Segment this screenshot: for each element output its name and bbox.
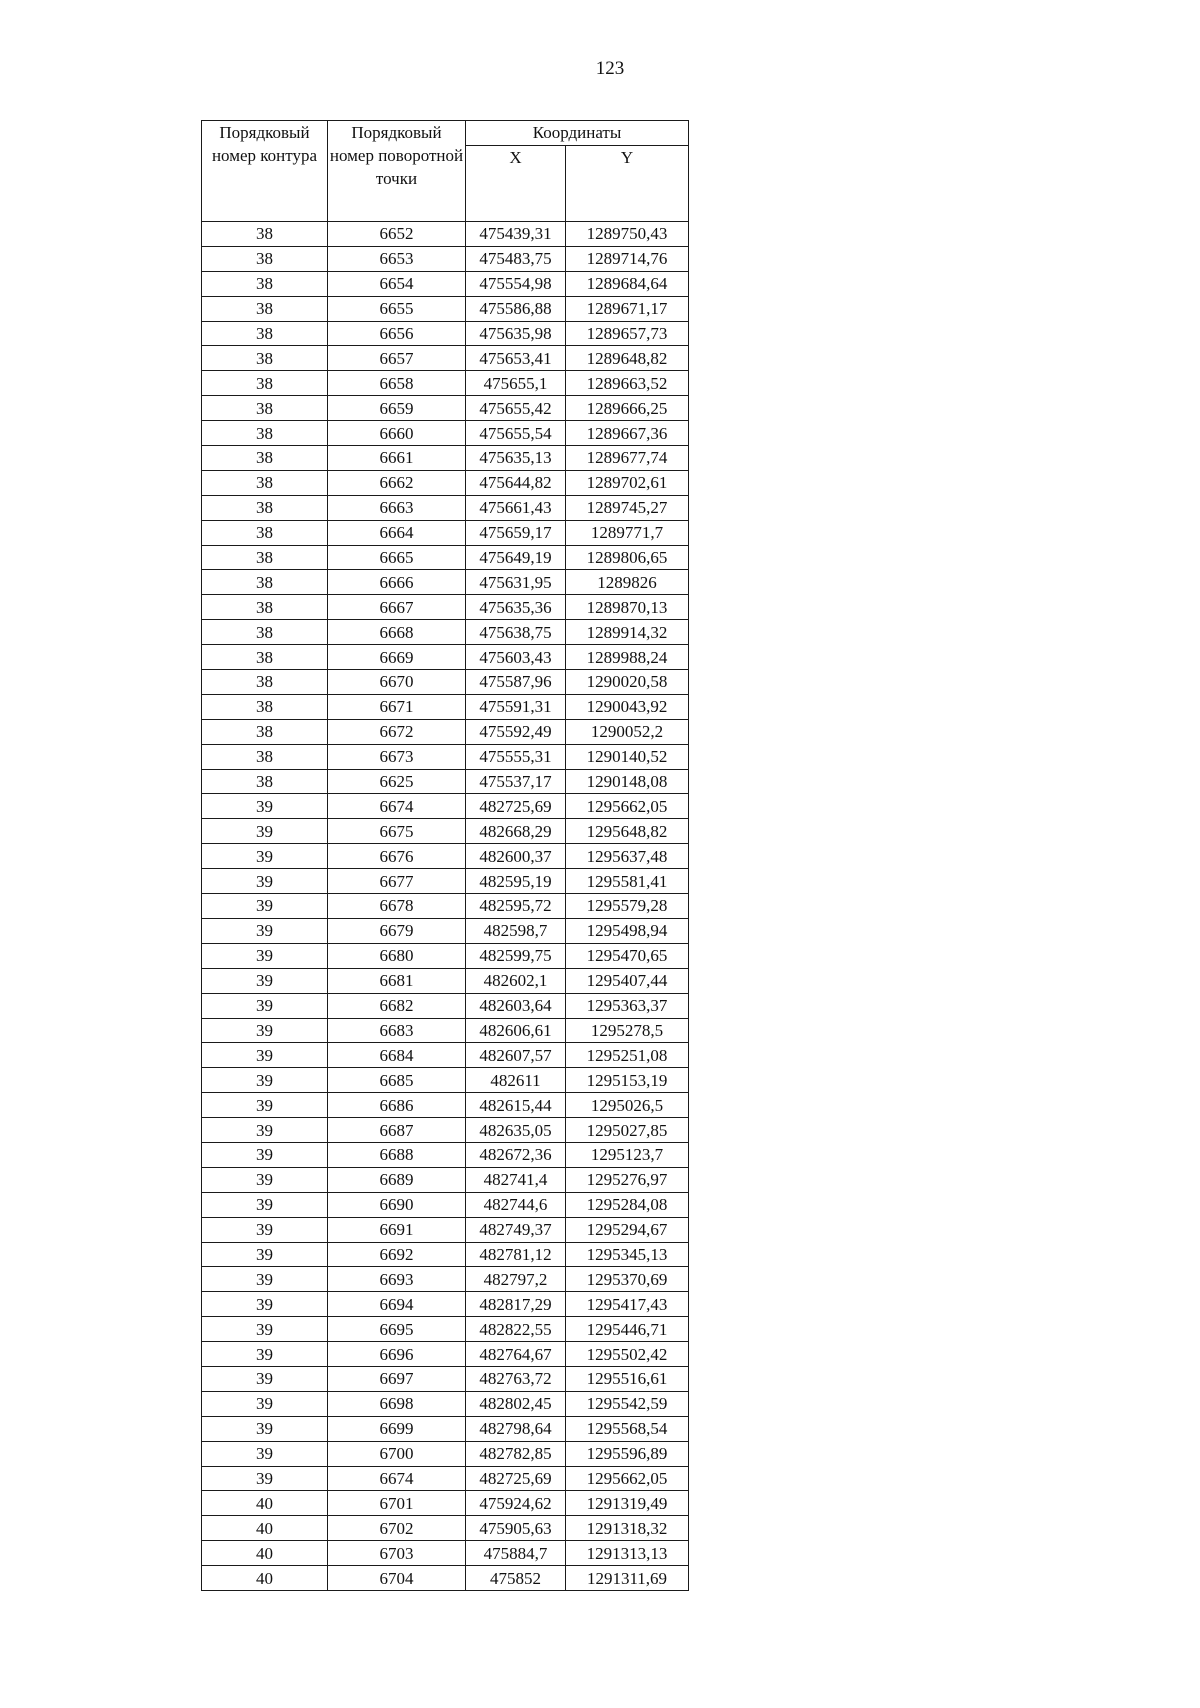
- cell-point-number: 6671: [328, 694, 466, 719]
- table-row: [202, 869, 689, 894]
- table-row: [202, 396, 689, 421]
- cell-y: 1295648,82: [566, 819, 689, 844]
- cell-contour-number: 40: [202, 1566, 328, 1591]
- cell-x: 482749,37: [466, 1217, 566, 1242]
- cell-x: 482725,69: [466, 1466, 566, 1491]
- cell-point-number: 6685: [328, 1068, 466, 1093]
- cell-contour-number: 38: [202, 495, 328, 520]
- cell-point-number: 6660: [328, 421, 466, 446]
- cell-y: 1289914,32: [566, 620, 689, 645]
- cell-point-number: 6701: [328, 1491, 466, 1516]
- cell-contour-number: 39: [202, 1416, 328, 1441]
- cell-x: 475635,36: [466, 595, 566, 620]
- cell-point-number: 6669: [328, 645, 466, 670]
- cell-y: 1295662,05: [566, 794, 689, 819]
- cell-x: 475555,31: [466, 744, 566, 769]
- table-row: [202, 446, 689, 471]
- table-row: [202, 1217, 689, 1242]
- cell-x: 475852: [466, 1566, 566, 1591]
- cell-x: 482607,57: [466, 1043, 566, 1068]
- cell-point-number: 6681: [328, 968, 466, 993]
- cell-contour-number: 38: [202, 246, 328, 271]
- cell-y: 1295498,94: [566, 918, 689, 943]
- cell-y: 1295446,71: [566, 1317, 689, 1342]
- cell-point-number: 6659: [328, 396, 466, 421]
- cell-contour-number: 39: [202, 1093, 328, 1118]
- cell-x: 482600,37: [466, 844, 566, 869]
- cell-contour-number: 39: [202, 1391, 328, 1416]
- cell-x: 482802,45: [466, 1391, 566, 1416]
- cell-y: 1289684,64: [566, 271, 689, 296]
- cell-point-number: 6658: [328, 371, 466, 396]
- cell-point-number: 6665: [328, 545, 466, 570]
- table-row: [202, 570, 689, 595]
- cell-contour-number: 39: [202, 1167, 328, 1192]
- cell-contour-number: 39: [202, 1366, 328, 1391]
- cell-contour-number: 39: [202, 918, 328, 943]
- table-row: [202, 246, 689, 271]
- cell-y: 1291319,49: [566, 1491, 689, 1516]
- table-row: [202, 744, 689, 769]
- cell-x: 482595,19: [466, 869, 566, 894]
- table-row: [202, 1043, 689, 1068]
- table-row: [202, 1267, 689, 1292]
- table-row: [202, 620, 689, 645]
- cell-x: 475635,13: [466, 446, 566, 471]
- cell-y: 1295276,97: [566, 1167, 689, 1192]
- table-row: [202, 1242, 689, 1267]
- cell-point-number: 6696: [328, 1342, 466, 1367]
- cell-x: 482615,44: [466, 1093, 566, 1118]
- cell-contour-number: 38: [202, 321, 328, 346]
- cell-y: 1290052,2: [566, 719, 689, 744]
- table-row: [202, 1342, 689, 1367]
- cell-point-number: 6663: [328, 495, 466, 520]
- cell-x: 475603,43: [466, 645, 566, 670]
- cell-contour-number: 39: [202, 1018, 328, 1043]
- cell-x: 475554,98: [466, 271, 566, 296]
- table-row: [202, 794, 689, 819]
- cell-point-number: 6670: [328, 670, 466, 695]
- cell-y: 1289771,7: [566, 520, 689, 545]
- cell-contour-number: 39: [202, 1192, 328, 1217]
- cell-x: 475439,31: [466, 222, 566, 247]
- cell-y: 1295363,37: [566, 993, 689, 1018]
- cell-y: 1295516,61: [566, 1366, 689, 1391]
- cell-y: 1289702,61: [566, 470, 689, 495]
- cell-contour-number: 38: [202, 421, 328, 446]
- table-row: [202, 545, 689, 570]
- cell-x: 475644,82: [466, 470, 566, 495]
- cell-x: 482781,12: [466, 1242, 566, 1267]
- cell-x: 475587,96: [466, 670, 566, 695]
- cell-contour-number: 38: [202, 570, 328, 595]
- table-row: [202, 894, 689, 919]
- table-row: [202, 595, 689, 620]
- cell-point-number: 6652: [328, 222, 466, 247]
- cell-y: 1289663,52: [566, 371, 689, 396]
- cell-y: 1295370,69: [566, 1267, 689, 1292]
- cell-y: 1289657,73: [566, 321, 689, 346]
- table-row: [202, 1491, 689, 1516]
- cell-x: 482798,64: [466, 1416, 566, 1441]
- cell-contour-number: 39: [202, 1043, 328, 1068]
- cell-point-number: 6675: [328, 819, 466, 844]
- cell-contour-number: 38: [202, 694, 328, 719]
- table-row: [202, 495, 689, 520]
- cell-contour-number: 39: [202, 1292, 328, 1317]
- table-row: [202, 1068, 689, 1093]
- table-row: [202, 844, 689, 869]
- cell-x: 475655,1: [466, 371, 566, 396]
- cell-x: 482606,61: [466, 1018, 566, 1043]
- table-row: [202, 1142, 689, 1167]
- cell-x: 475649,19: [466, 545, 566, 570]
- cell-x: 475631,95: [466, 570, 566, 595]
- cell-point-number: 6702: [328, 1516, 466, 1541]
- cell-x: 482599,75: [466, 943, 566, 968]
- header-x: X: [466, 146, 566, 222]
- cell-contour-number: 38: [202, 620, 328, 645]
- cell-y: 1295123,7: [566, 1142, 689, 1167]
- cell-point-number: 6703: [328, 1541, 466, 1566]
- cell-contour-number: 39: [202, 1217, 328, 1242]
- cell-y: 1295407,44: [566, 968, 689, 993]
- header-contour-number: Порядковый номер контура: [202, 121, 328, 222]
- cell-y: 1295662,05: [566, 1466, 689, 1491]
- cell-contour-number: 39: [202, 993, 328, 1018]
- cell-point-number: 6695: [328, 1317, 466, 1342]
- header-point-number: Порядковый номер поворотной точки: [328, 121, 466, 222]
- table-row: [202, 1416, 689, 1441]
- cell-contour-number: 39: [202, 1118, 328, 1143]
- cell-x: 475635,98: [466, 321, 566, 346]
- cell-point-number: 6700: [328, 1441, 466, 1466]
- cell-x: 475661,43: [466, 495, 566, 520]
- cell-y: 1289648,82: [566, 346, 689, 371]
- cell-y: 1289671,17: [566, 296, 689, 321]
- cell-point-number: 6687: [328, 1118, 466, 1143]
- cell-contour-number: 38: [202, 719, 328, 744]
- table-row: [202, 719, 689, 744]
- cell-x: 482782,85: [466, 1441, 566, 1466]
- cell-y: 1295345,13: [566, 1242, 689, 1267]
- cell-point-number: 6653: [328, 246, 466, 271]
- cell-y: 1289988,24: [566, 645, 689, 670]
- table-row: [202, 271, 689, 296]
- cell-y: 1289667,36: [566, 421, 689, 446]
- cell-contour-number: 39: [202, 1142, 328, 1167]
- cell-y: 1289745,27: [566, 495, 689, 520]
- cell-x: 482595,72: [466, 894, 566, 919]
- header-coordinates: Координаты: [466, 121, 689, 146]
- cell-y: 1290148,08: [566, 769, 689, 794]
- table-row: [202, 968, 689, 993]
- table-row: [202, 1167, 689, 1192]
- cell-contour-number: 40: [202, 1541, 328, 1566]
- table-row: [202, 993, 689, 1018]
- cell-x: 475592,49: [466, 719, 566, 744]
- table-row: [202, 819, 689, 844]
- cell-point-number: 6699: [328, 1416, 466, 1441]
- cell-contour-number: 39: [202, 819, 328, 844]
- cell-point-number: 6694: [328, 1292, 466, 1317]
- table-body: [202, 222, 689, 1591]
- cell-x: 475655,54: [466, 421, 566, 446]
- cell-x: 482602,1: [466, 968, 566, 993]
- table-row: [202, 1516, 689, 1541]
- cell-y: 1295278,5: [566, 1018, 689, 1043]
- cell-point-number: 6704: [328, 1566, 466, 1591]
- cell-point-number: 6657: [328, 346, 466, 371]
- cell-contour-number: 38: [202, 371, 328, 396]
- cell-y: 1291311,69: [566, 1566, 689, 1591]
- cell-point-number: 6683: [328, 1018, 466, 1043]
- cell-contour-number: 39: [202, 968, 328, 993]
- table-row: [202, 918, 689, 943]
- table-row: [202, 1391, 689, 1416]
- table-row: [202, 694, 689, 719]
- cell-point-number: 6662: [328, 470, 466, 495]
- cell-point-number: 6674: [328, 794, 466, 819]
- cell-contour-number: 40: [202, 1516, 328, 1541]
- cell-y: 1289870,13: [566, 595, 689, 620]
- table-row: [202, 421, 689, 446]
- cell-y: 1290020,58: [566, 670, 689, 695]
- cell-x: 482668,29: [466, 819, 566, 844]
- cell-y: 1295251,08: [566, 1043, 689, 1068]
- cell-y: 1295568,54: [566, 1416, 689, 1441]
- cell-point-number: 6654: [328, 271, 466, 296]
- cell-y: 1290140,52: [566, 744, 689, 769]
- cell-contour-number: 38: [202, 595, 328, 620]
- cell-point-number: 6690: [328, 1192, 466, 1217]
- cell-x: 475483,75: [466, 246, 566, 271]
- cell-point-number: 6668: [328, 620, 466, 645]
- cell-y: 1295294,67: [566, 1217, 689, 1242]
- table-row: [202, 645, 689, 670]
- cell-y: 1291318,32: [566, 1516, 689, 1541]
- cell-y: 1295027,85: [566, 1118, 689, 1143]
- cell-x: 475638,75: [466, 620, 566, 645]
- table-row: [202, 321, 689, 346]
- table-row: [202, 296, 689, 321]
- cell-point-number: 6672: [328, 719, 466, 744]
- cell-point-number: 6673: [328, 744, 466, 769]
- cell-point-number: 6676: [328, 844, 466, 869]
- cell-x: 475537,17: [466, 769, 566, 794]
- cell-y: 1295542,59: [566, 1391, 689, 1416]
- cell-contour-number: 38: [202, 296, 328, 321]
- cell-x: 475655,42: [466, 396, 566, 421]
- cell-point-number: 6689: [328, 1167, 466, 1192]
- cell-y: 1295026,5: [566, 1093, 689, 1118]
- cell-x: 482598,7: [466, 918, 566, 943]
- cell-point-number: 6682: [328, 993, 466, 1018]
- cell-point-number: 6667: [328, 595, 466, 620]
- cell-y: 1295596,89: [566, 1441, 689, 1466]
- table-row: [202, 769, 689, 794]
- table-row: [202, 520, 689, 545]
- table-row: [202, 1566, 689, 1591]
- table-row: [202, 943, 689, 968]
- cell-contour-number: 38: [202, 446, 328, 471]
- cell-x: 475905,63: [466, 1516, 566, 1541]
- cell-y: 1295470,65: [566, 943, 689, 968]
- table-row: [202, 1441, 689, 1466]
- cell-contour-number: 38: [202, 470, 328, 495]
- cell-contour-number: 39: [202, 794, 328, 819]
- cell-y: 1295637,48: [566, 844, 689, 869]
- cell-y: 1295417,43: [566, 1292, 689, 1317]
- cell-contour-number: 40: [202, 1491, 328, 1516]
- cell-x: 482635,05: [466, 1118, 566, 1143]
- cell-x: 482744,6: [466, 1192, 566, 1217]
- cell-y: 1290043,92: [566, 694, 689, 719]
- cell-contour-number: 39: [202, 1242, 328, 1267]
- header-y: Y: [566, 146, 689, 222]
- cell-point-number: 6691: [328, 1217, 466, 1242]
- cell-point-number: 6625: [328, 769, 466, 794]
- cell-point-number: 6656: [328, 321, 466, 346]
- cell-point-number: 6677: [328, 869, 466, 894]
- cell-point-number: 6655: [328, 296, 466, 321]
- cell-y: 1289806,65: [566, 545, 689, 570]
- cell-point-number: 6688: [328, 1142, 466, 1167]
- table-row: [202, 1541, 689, 1566]
- cell-x: 475884,7: [466, 1541, 566, 1566]
- cell-point-number: 6666: [328, 570, 466, 595]
- table-row: [202, 1317, 689, 1342]
- table-row: [202, 1192, 689, 1217]
- table-row: [202, 1018, 689, 1043]
- cell-point-number: 6678: [328, 894, 466, 919]
- cell-contour-number: 38: [202, 744, 328, 769]
- cell-contour-number: 38: [202, 670, 328, 695]
- cell-contour-number: 39: [202, 1342, 328, 1367]
- cell-contour-number: 38: [202, 645, 328, 670]
- cell-contour-number: 38: [202, 271, 328, 296]
- header-row: [202, 121, 689, 146]
- table-row: [202, 470, 689, 495]
- cell-x: 475653,41: [466, 346, 566, 371]
- table-row: [202, 346, 689, 371]
- cell-y: 1295284,08: [566, 1192, 689, 1217]
- cell-x: 482611: [466, 1068, 566, 1093]
- cell-contour-number: 39: [202, 1441, 328, 1466]
- cell-contour-number: 39: [202, 1267, 328, 1292]
- cell-point-number: 6674: [328, 1466, 466, 1491]
- cell-contour-number: 39: [202, 1466, 328, 1491]
- cell-y: 1291313,13: [566, 1541, 689, 1566]
- cell-x: 482797,2: [466, 1267, 566, 1292]
- cell-contour-number: 38: [202, 396, 328, 421]
- cell-point-number: 6664: [328, 520, 466, 545]
- coordinates-table: [201, 120, 689, 1591]
- cell-contour-number: 38: [202, 769, 328, 794]
- cell-contour-number: 38: [202, 545, 328, 570]
- cell-y: 1289666,25: [566, 396, 689, 421]
- cell-y: 1295579,28: [566, 894, 689, 919]
- cell-x: 475586,88: [466, 296, 566, 321]
- cell-point-number: 6684: [328, 1043, 466, 1068]
- cell-contour-number: 39: [202, 943, 328, 968]
- table-row: [202, 670, 689, 695]
- cell-x: 482672,36: [466, 1142, 566, 1167]
- table-row: [202, 1292, 689, 1317]
- cell-contour-number: 39: [202, 1068, 328, 1093]
- cell-y: 1295581,41: [566, 869, 689, 894]
- cell-point-number: 6698: [328, 1391, 466, 1416]
- cell-x: 482725,69: [466, 794, 566, 819]
- table-row: [202, 1118, 689, 1143]
- table-row: [202, 222, 689, 247]
- cell-x: 482603,64: [466, 993, 566, 1018]
- cell-point-number: 6680: [328, 943, 466, 968]
- cell-x: 475591,31: [466, 694, 566, 719]
- cell-y: 1289826: [566, 570, 689, 595]
- cell-x: 482822,55: [466, 1317, 566, 1342]
- cell-point-number: 6693: [328, 1267, 466, 1292]
- cell-x: 475924,62: [466, 1491, 566, 1516]
- cell-contour-number: 39: [202, 844, 328, 869]
- cell-point-number: 6679: [328, 918, 466, 943]
- cell-point-number: 6661: [328, 446, 466, 471]
- cell-x: 482817,29: [466, 1292, 566, 1317]
- cell-y: 1289714,76: [566, 246, 689, 271]
- cell-x: 482764,67: [466, 1342, 566, 1367]
- table-row: [202, 1366, 689, 1391]
- cell-contour-number: 39: [202, 894, 328, 919]
- cell-contour-number: 38: [202, 346, 328, 371]
- cell-y: 1289750,43: [566, 222, 689, 247]
- cell-contour-number: 39: [202, 869, 328, 894]
- cell-contour-number: 39: [202, 1317, 328, 1342]
- cell-contour-number: 38: [202, 520, 328, 545]
- cell-y: 1295153,19: [566, 1068, 689, 1093]
- cell-y: 1295502,42: [566, 1342, 689, 1367]
- cell-contour-number: 38: [202, 222, 328, 247]
- table-row: [202, 1466, 689, 1491]
- cell-point-number: 6686: [328, 1093, 466, 1118]
- page-number: 123: [595, 58, 625, 79]
- cell-point-number: 6697: [328, 1366, 466, 1391]
- cell-y: 1289677,74: [566, 446, 689, 471]
- table-row: [202, 371, 689, 396]
- cell-point-number: 6692: [328, 1242, 466, 1267]
- table-row: [202, 1093, 689, 1118]
- cell-x: 475659,17: [466, 520, 566, 545]
- cell-x: 482763,72: [466, 1366, 566, 1391]
- cell-x: 482741,4: [466, 1167, 566, 1192]
